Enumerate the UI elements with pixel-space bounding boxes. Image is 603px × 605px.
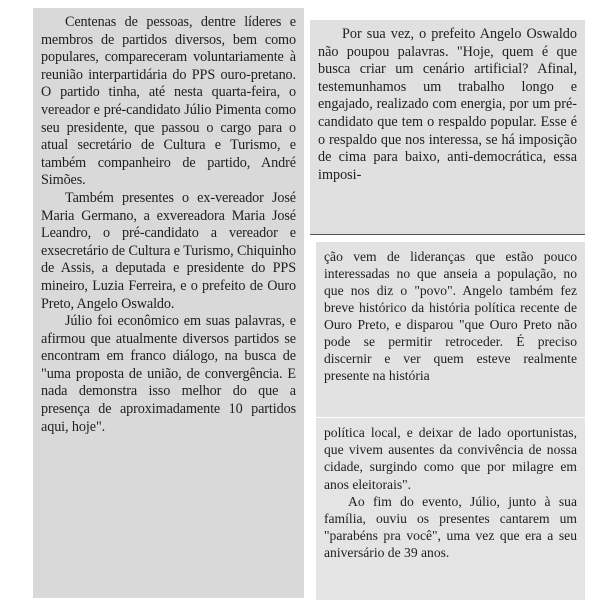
right-bottom-clipping xyxy=(316,418,585,600)
paragraph-julio-economico: Júlio foi econômico em suas palavras, e afirmou que atualmente diversos partidos se encontram em franco diálogo, na busca de "uma proposta de união, de convergência. E nada demonstra isso melhor do que a presença de aproximadamente 10 partidos aqui, hoje". xyxy=(41,313,296,435)
right-top-clipping xyxy=(310,20,585,235)
paragraph-fim-do-evento: Ao fim do evento, Júlio, junto à sua família, ouviu os presentes cantarem um "parabéns pra você", uma vez que era a seu aniversário de 39 anos. xyxy=(324,493,577,561)
paragraph-centenas: Centenas de pessoas, dentre líderes e membros de partidos diversos, bem como populares, compareceram voluntariamente à reunião interpartidária do PPS ouro-pretano. O partido tinha, até nesta quarta-feira, o vereador e pré-candidato Júlio Pimenta como seu presidente, que passou o cargo para o atual secretário de Cultura e Turismo, e também companheiro de partido, André Simões. xyxy=(41,14,296,189)
right-middle-clipping xyxy=(316,242,585,417)
left-column-clipping xyxy=(33,8,304,598)
paragraph-tambem-presentes: Também presentes o ex-vereador José Maria Germano, a exvereadora Maria José Leandro, o pré-candidato a vereador e exsecretário de Cultura e Turismo, Chiquinho de Assis, a deputada e presidente do PPS mineiro, Luzia Ferreira, e o prefeito de Ouro Preto, Angelo Oswaldo. xyxy=(41,189,296,312)
paragraph-continuation-lideranca: ção vem de lideranças que estão pouco interessadas no que anseia a população, no que nos diz o "povo". Angelo também fez breve histórico da história política recente de Ouro Preto, e disparou "que Ouro Preto não pode se permitir retroceder. É preciso discernir e ver quem esteve realmente presente na história xyxy=(324,249,577,383)
paragraph-prefeito-angelo: Por sua vez, o prefeito Angelo Oswaldo não poupou palavras. "Hoje, quem é que busca criar um cenário artificial? Afinal, testemunhamos um trabalho longo e engajado, realizado com energia, por um pré-candidato que tem o respaldo popular. Esse é o respaldo que nos interessa, se há imposição de cima para baixo, anti-democrática, essa imposi- xyxy=(318,26,577,183)
paragraph-continuation-politica-local: política local, e deixar de lado oportunistas, que vivem ausentes da convivência de nossa cidade, surgindo como que por milagre em anos eleitorais". xyxy=(324,425,577,492)
